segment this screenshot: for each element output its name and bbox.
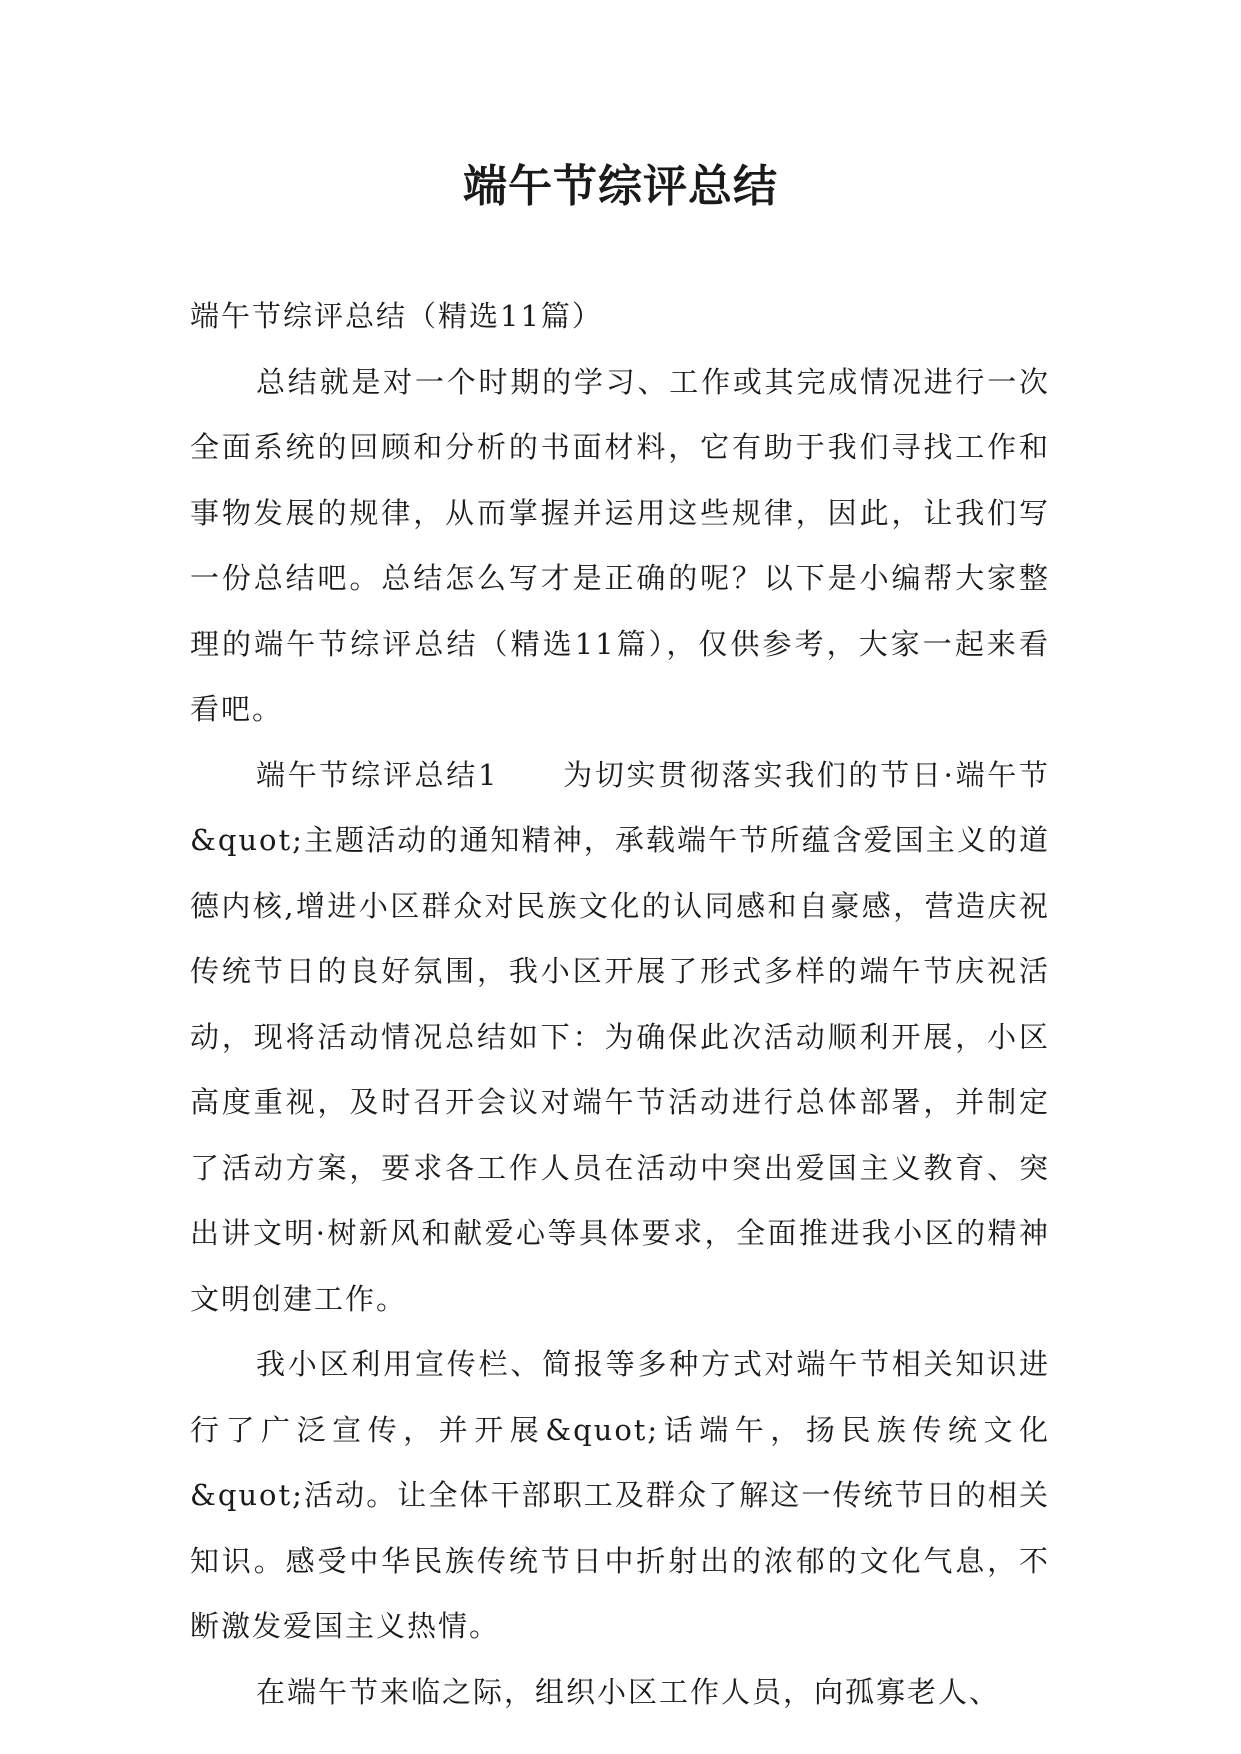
section-1-paragraph xyxy=(190,743,1050,1333)
document-body xyxy=(190,284,1050,1725)
section-1-text: 为切实贯彻落实我们的节日·端午节&quot;主题活动的通知精神，承载端午节所蕴含爱国主义的道德内核,增进小区群众对民族文化的认同感和自豪感，营造庆祝传统节日的良好氛围，我小区开展了形式多样的端午节庆祝活动，现将活动情况总结如下：为确保此次活动顺利开展，小区高度重视，及时召开会议对端午节活动进行总体部署，并制定了活动方案，要求各工作人员在活动中突出爱国主义教育、突出讲文明·树新风和献爱心等具体要求，全面推进我小区的精神文明创建工作。 xyxy=(190,757,1050,1316)
intro-paragraph: 总结就是对一个时期的学习、工作或其完成情况进行一次全面系统的回顾和分析的书面材料，它有助于我们寻找工作和事物发展的规律，从而掌握并运用这些规律，因此，让我们写一份总结吧。总结怎么写才是正确的呢？以下是小编帮大家整理的端午节综评总结（精选11篇），仅供参考，大家一起来看看吧。 xyxy=(190,364,1050,726)
document-title: 端午节综评总结 xyxy=(463,161,778,212)
publicity-paragraph: 我小区利用宣传栏、简报等多种方式对端午节相关知识进行了广泛宣传，并开展&quot;话端午，扬民族传统文化&quot;活动。让全体干部职工及群众了解这一传统节日的相关知识。感受中华民族传统节日中折射出的浓郁的文化气息，不断激发爱国主义热情。 xyxy=(190,1347,1050,1643)
visit-paragraph: 在端午节来临之际，组织小区工作人员，向孤寡老人、 xyxy=(256,1674,1001,1709)
document-subtitle: 端午节综评总结（精选11篇） xyxy=(190,299,603,333)
section-1-heading: 端午节综评总结1 xyxy=(256,757,499,792)
